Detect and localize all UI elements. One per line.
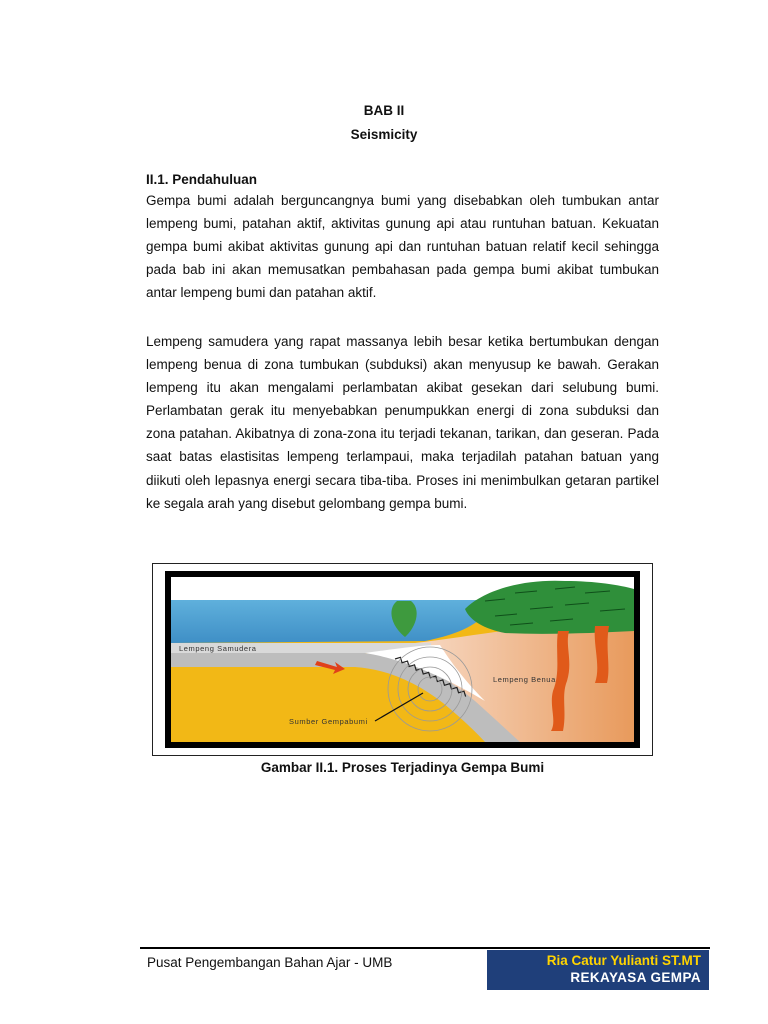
chapter-title: Seismicity xyxy=(350,127,418,142)
label-continental-plate: Lempeng Benua xyxy=(493,675,556,684)
footer-course: REKAYASA GEMPA xyxy=(570,970,701,985)
label-oceanic-plate: Lempeng Samudera xyxy=(179,644,257,653)
footer-author: Ria Catur Yulianti ST.MT xyxy=(546,953,701,968)
footer-institution: Pusat Pengembangan Bahan Ajar - UMB xyxy=(147,955,393,970)
chapter-number: BAB II xyxy=(363,103,405,118)
subduction-illustration xyxy=(165,571,640,748)
paragraph-subduction: Lempeng samudera yang rapat massanya lebih besar ketika bertumbukan dengan lempeng benua di zona tumbukan (subduksi) akan menyusup ke bawah. Gerakan lempeng itu akan mengalami perlambatan akibat gesekan dari selubung bumi. Perlambatan gerak itu menyebabkan penumpukkan energi di zona subduksi dan zona patahan. Akibatnya di zona-zona itu terjadi tekanan, tarikan, dan geseran. Pada saat batas elastisitas lempeng terlampaui, maka terjadilah patahan batuan yang diikuti oleh lepasnya energi secara tiba-tiba. Proses ini menimbulkan getaran partikel ke segala arah yang disebut gelombang gempa bumi. xyxy=(146,334,659,511)
footer-author-box xyxy=(487,950,709,990)
footer-divider xyxy=(140,947,710,949)
paragraph-intro: Gempa bumi adalah berguncangnya bumi yang disebabkan oleh tumbukan antar lempeng bumi, patahan aktif, aktivitas gunung api atau runtuhan batuan. Kekuatan gempa bumi akibat aktivitas gunung api dan runtuhan batuan relatif kecil sehingga pada bab ini akan memusatkan pembahasan pada gempa bumi akibat tumbukan antar lempeng bumi dan patahan aktif. xyxy=(146,193,659,301)
label-hypocenter: Sumber Gempabumi xyxy=(289,717,368,726)
figure-earthquake-process xyxy=(152,563,653,756)
figure-caption: Gambar II.1. Proses Terjadinya Gempa Bumi xyxy=(260,760,545,775)
section-heading: II.1. Pendahuluan xyxy=(146,172,258,187)
